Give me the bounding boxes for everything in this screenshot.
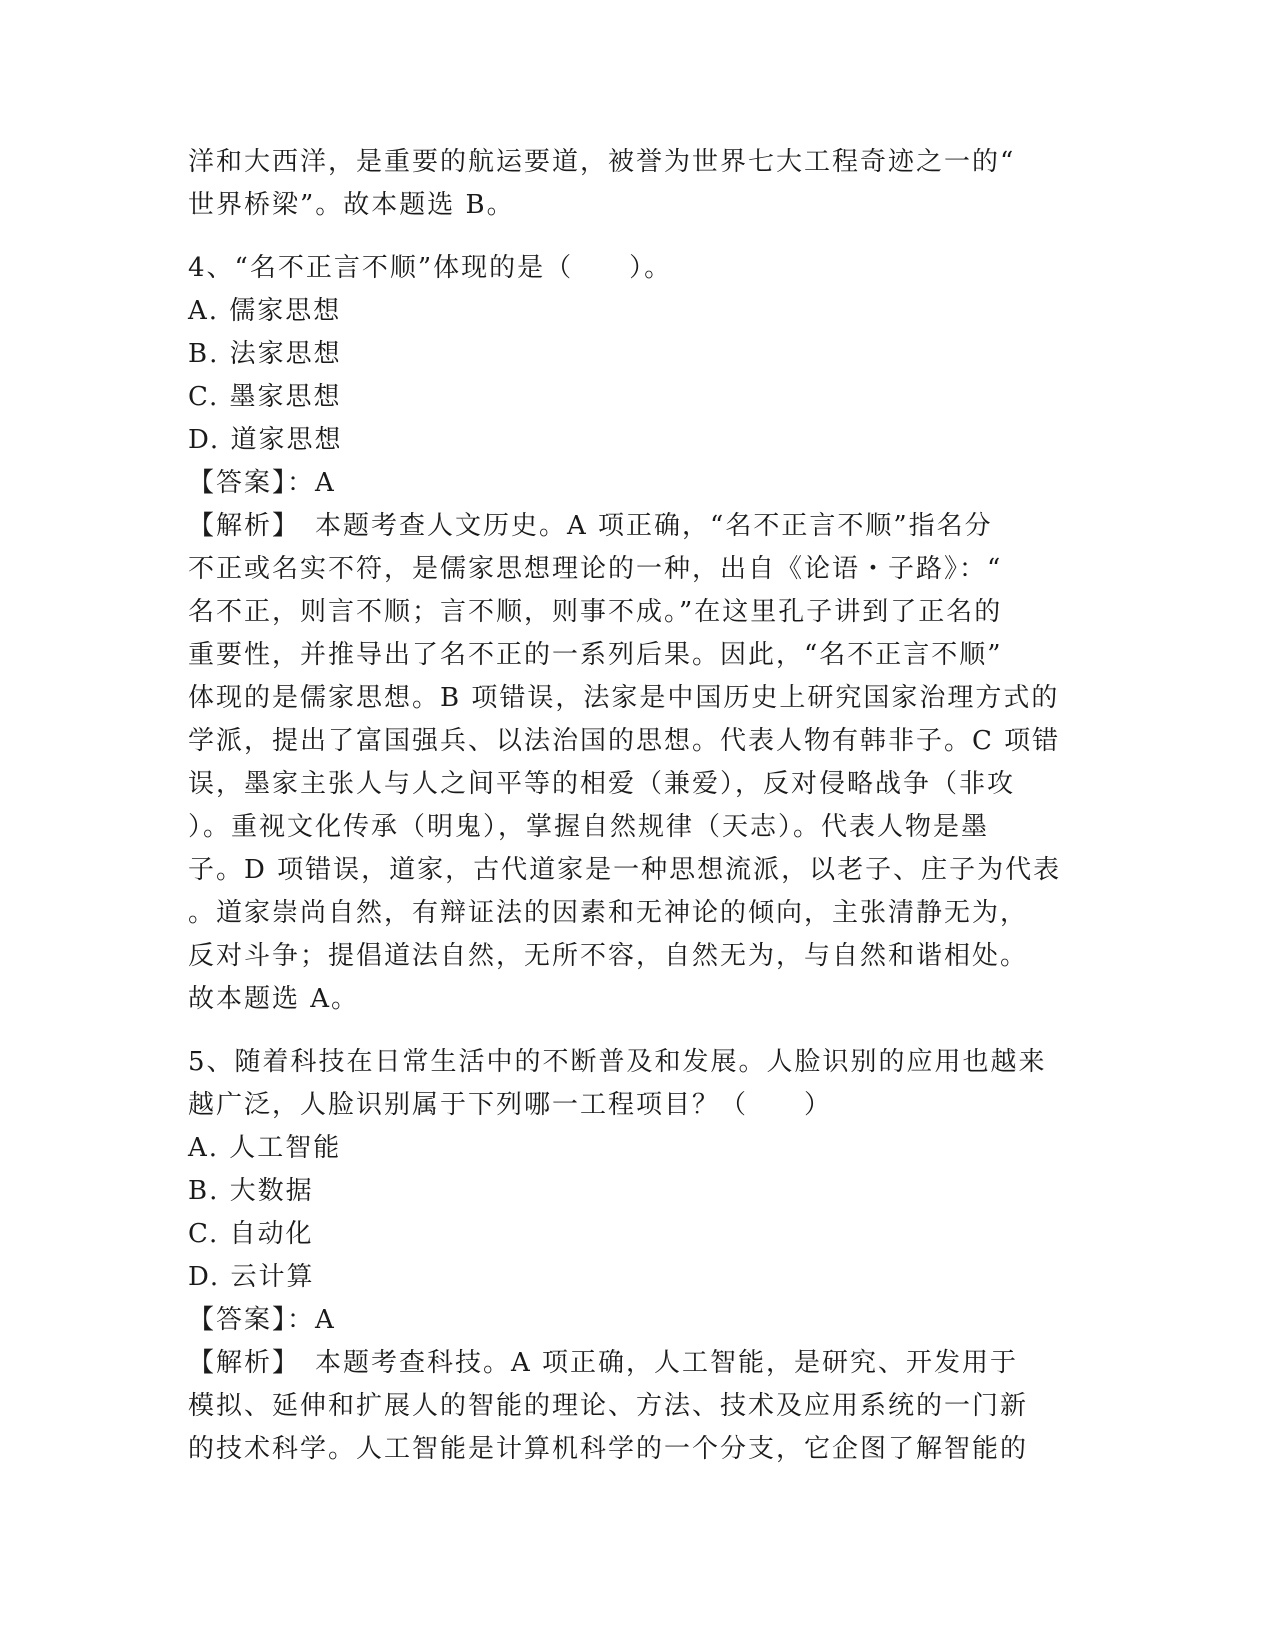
analysis-line: ）。重视文化传承（明鬼），掌握自然规律（天志）。代表人物是墨 <box>188 812 990 842</box>
option-b: B. 大数据 <box>188 1176 314 1206</box>
option-b: B. 法家思想 <box>188 339 342 369</box>
analysis-line: 。道家崇尚自然，有辩证法的因素和无神论的倾向，主张清静无为， <box>188 898 1029 928</box>
analysis <box>188 1342 1088 1471</box>
analysis-line: 名不正，则言不顺；言不顺，则事不成。”在这里孔子讲到了正名的 <box>188 597 1003 627</box>
answer-line: 【答案】：A <box>188 468 336 498</box>
analysis-line: 的技术科学。人工智能是计算机科学的一个分支，它企图了解智能的 <box>188 1434 1029 1464</box>
option-a: A. 儒家思想 <box>188 296 342 326</box>
question-4 <box>188 247 1088 1021</box>
question-stem: 5、随着科技在日常生活中的不断普及和发展。人脸识别的应用也越来 <box>188 1047 1047 1077</box>
analysis-line: 不正或名实不符，是儒家思想理论的一种，出自《论语・子路》：“ <box>188 554 1003 584</box>
analysis-line: 故本题选 A。 <box>188 984 360 1014</box>
question-5 <box>188 1041 1088 1471</box>
analysis-line: 体现的是儒家思想。B 项错误，法家是中国历史上研究国家治理方式的 <box>188 683 1060 713</box>
analysis-line: 反对斗争；提倡道法自然，无所不容，自然无为，与自然和谐相处。 <box>188 941 1029 971</box>
option-d: D. 云计算 <box>188 1262 315 1292</box>
option-c: C. 墨家思想 <box>188 382 342 412</box>
question-3-explanation-tail <box>188 141 1088 227</box>
analysis-line: 学派，提出了富国强兵、以法治国的思想。代表人物有韩非子。C 项错 <box>188 726 1061 756</box>
option-a: A. 人工智能 <box>188 1133 342 1163</box>
analysis-line: 重要性，并推导出了名不正的一系列后果。因此，“名不正言不顺” <box>188 640 1003 670</box>
analysis-line: 子。D 项错误，道家，古代道家是一种思想流派，以老子、庄子为代表 <box>188 855 1062 885</box>
text-line: 洋和大西洋，是重要的航运要道，被誉为世界七大工程奇迹之一的“ <box>188 147 1016 177</box>
analysis-line: 【解析】 本题考查科技。A 项正确，人工智能，是研究、开发用于 <box>188 1348 1019 1378</box>
page-content <box>188 141 1088 1471</box>
analysis-line: 误，墨家主张人与人之间平等的相爱（兼爱），反对侵略战争（非攻 <box>188 769 1016 799</box>
answer-line: 【答案】：A <box>188 1305 336 1335</box>
text-line: 世界桥梁”。故本题选 B。 <box>188 190 515 220</box>
analysis-line: 【解析】 本题考查人文历史。A 项正确，“名不正言不顺”指名分 <box>188 511 993 541</box>
option-c: C. 自动化 <box>188 1219 314 1249</box>
question-stem: 越广泛，人脸识别属于下列哪一工程项目？（ ） <box>188 1090 833 1120</box>
option-d: D. 道家思想 <box>188 425 343 455</box>
analysis-line: 模拟、延伸和扩展人的智能的理论、方法、技术及应用系统的一门新 <box>188 1391 1029 1421</box>
analysis <box>188 505 1088 1021</box>
question-stem: 4、“名不正言不顺”体现的是（ ）。 <box>188 253 673 283</box>
